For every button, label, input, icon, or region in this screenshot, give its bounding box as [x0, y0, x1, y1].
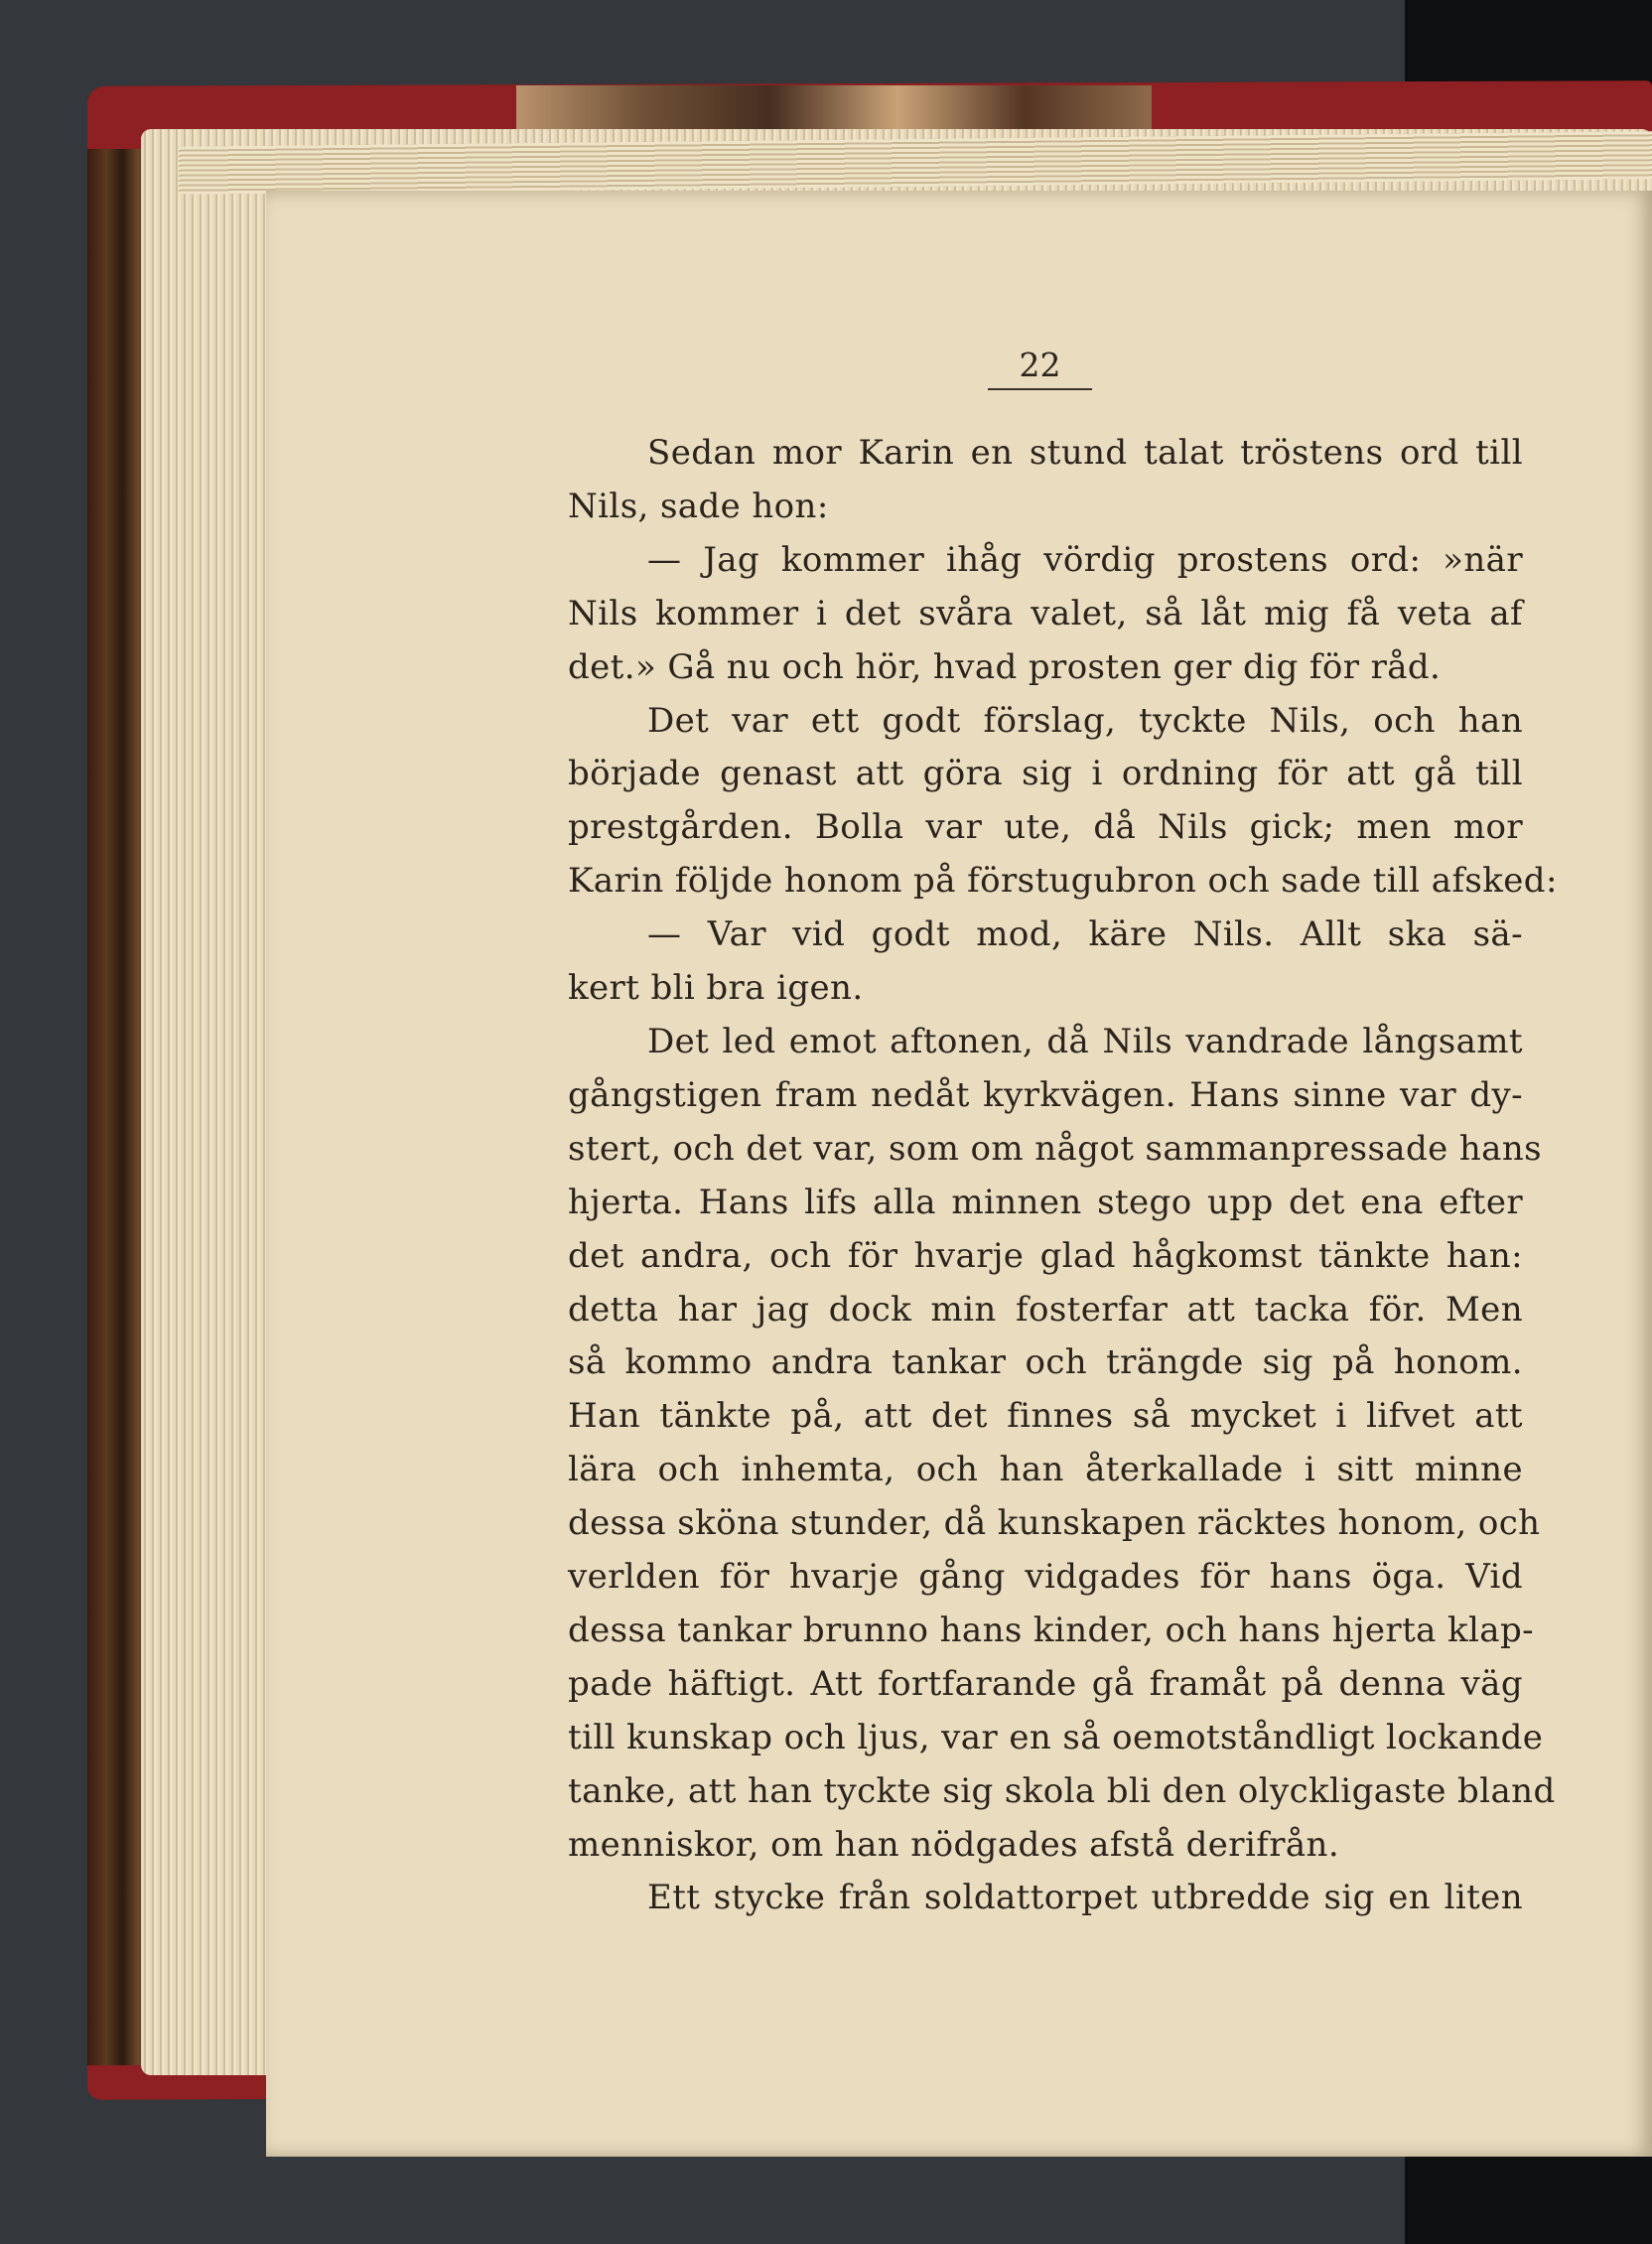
text-line: så kommo andra tankar och trängde sig på honom. — [568, 1342, 1523, 1383]
text-line: pade häftigt. Att fortfarande gå framåt på denna väg — [568, 1663, 1523, 1704]
text-line: började genast att göra sig i ordning för att gå till — [568, 754, 1523, 794]
text-line: kert bli bra igen. — [568, 968, 864, 1009]
text-line: — Jag kommer ihåg vördig prostens ord: »när — [647, 539, 1523, 580]
page-body-text — [568, 427, 1558, 1925]
text-line: detta har jag dock min fosterfar att tacka för. Men — [568, 1289, 1523, 1330]
text-line: Sedan mor Karin en stund talat tröstens ord till — [647, 433, 1523, 473]
text-line: dessa tankar brunno hans kinder, och hans hjerta klap- — [568, 1610, 1535, 1650]
text-line: — Var vid godt mod, käre Nils. Allt ska sä- — [647, 914, 1523, 955]
text-line: tanke, att han tyckte sig skola bli den olyckligaste bland — [568, 1770, 1556, 1811]
text-line: Nils kommer i det svåra valet, så låt mig få veta af — [568, 593, 1523, 633]
text-line: Det var ett godt förslag, tyckte Nils, och han — [647, 700, 1523, 741]
text-line: prestgården. Bolla var ute, då Nils gick; men mor — [568, 807, 1523, 848]
text-line: lära och inhemta, och han återkallade i sitt minne — [568, 1450, 1523, 1490]
text-line: stert, och det var, som om något sammanpressade hans — [568, 1128, 1542, 1169]
text-line: till kunskap och ljus, var en så oemotståndligt lockande — [568, 1717, 1544, 1757]
text-line: Ett stycke från soldattorpet utbredde sig en liten — [647, 1878, 1523, 1918]
text-line: Nils, sade hon: — [568, 486, 829, 526]
text-line: hjerta. Hans lifs alla minnen stego upp det ena efter — [568, 1182, 1523, 1222]
page-number: 22 — [988, 346, 1092, 390]
text-line: Han tänkte på, att det finnes så mycket i lifvet att — [568, 1396, 1523, 1437]
text-line: Karin följde honom på förstugubron och sade till afsked: — [568, 861, 1558, 902]
text-line: verlden för hvarje gång vidgades för hans öga. Vid — [568, 1557, 1523, 1598]
text-line: det.» Gå nu och hör, hvad prosten ger dig för råd. — [568, 646, 1442, 687]
text-line: Det led emot aftonen, då Nils vandrade långsamt — [647, 1021, 1523, 1061]
text-line: det andra, och för hvarje glad hågkomst tänkte han: — [568, 1235, 1523, 1276]
text-line: dessa sköna stunder, då kunskapen räcktes honom, och — [568, 1503, 1541, 1544]
text-line: menniskor, om han nödgades afstå derifrån. — [568, 1824, 1340, 1865]
text-line: gångstigen fram nedåt kyrkvägen. Hans sinne var dy- — [568, 1074, 1523, 1115]
